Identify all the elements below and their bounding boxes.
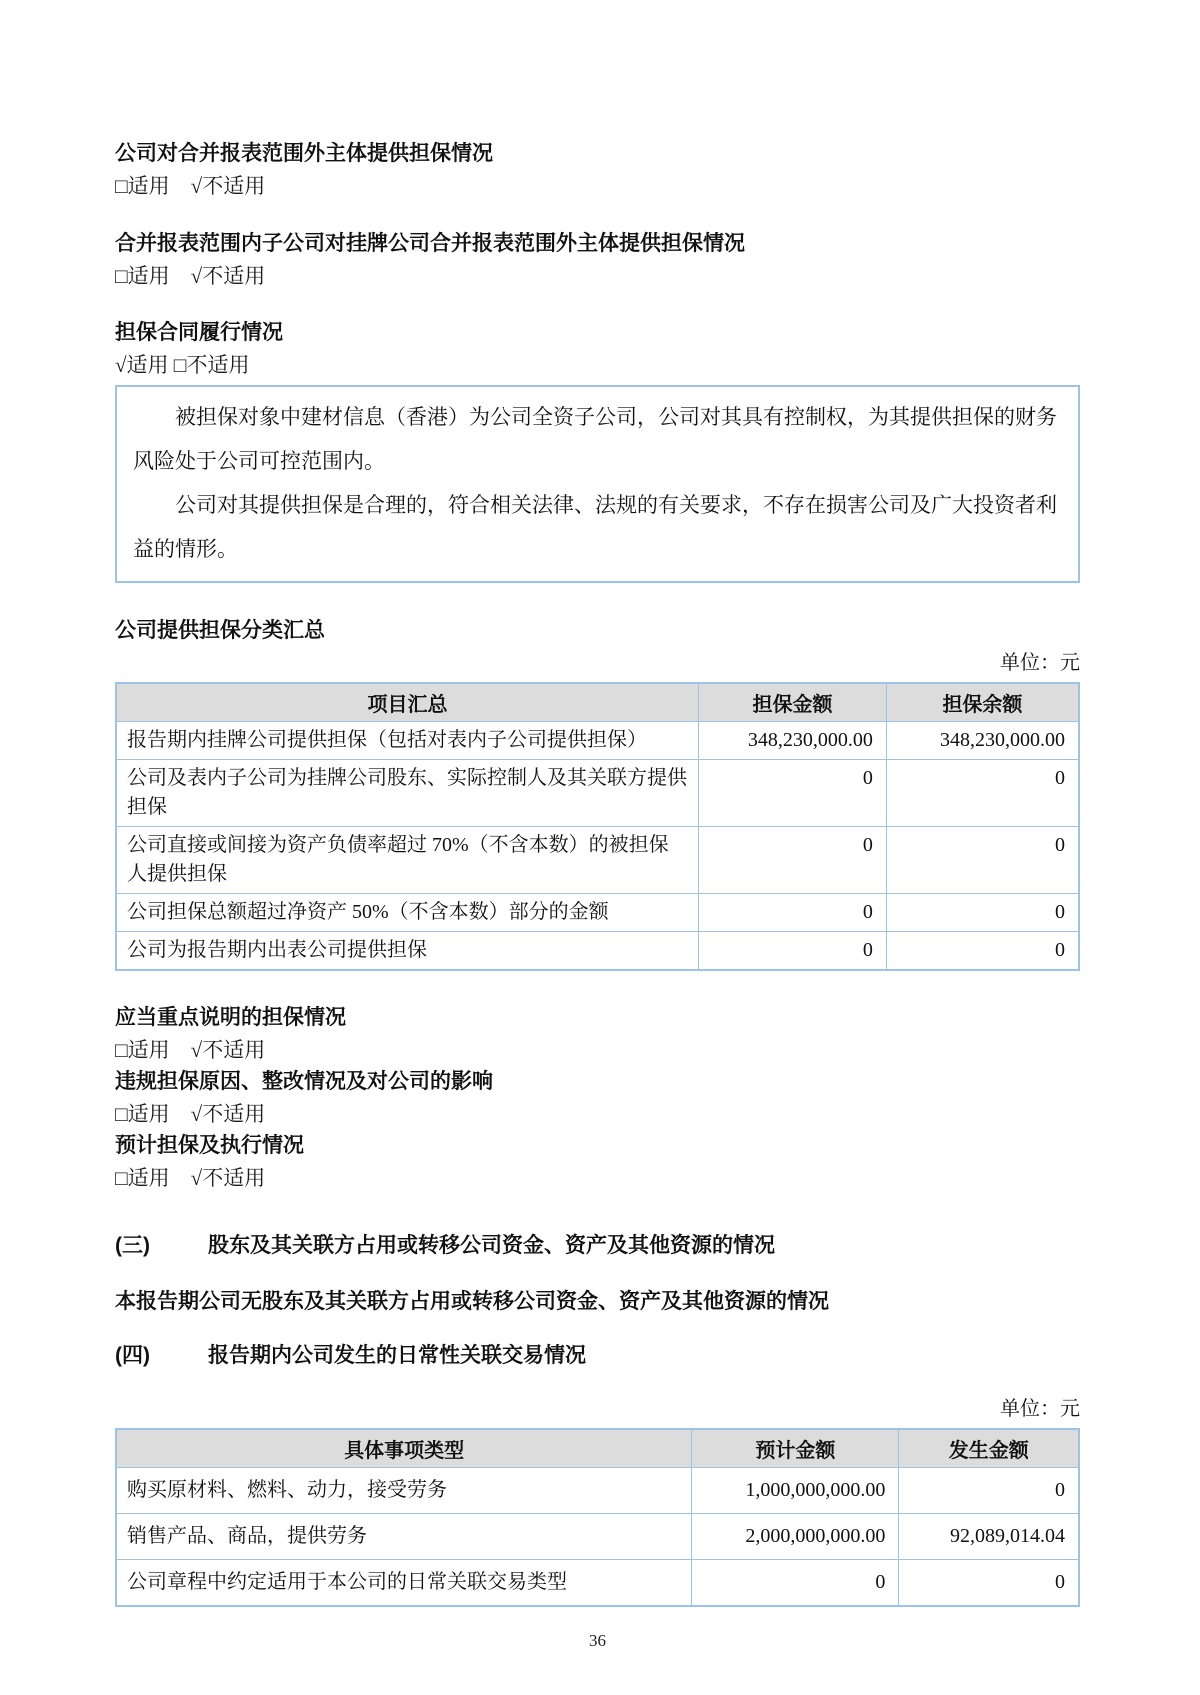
guarantee-balance: 0 bbox=[886, 932, 1079, 971]
section-four-heading bbox=[115, 1343, 1080, 1369]
incurred-amount: 0 bbox=[899, 1560, 1079, 1607]
heading-violation-guarantees: 违规担保原因、整改情况及对公司的影响 bbox=[115, 1070, 493, 1093]
guarantee-summary-table bbox=[115, 682, 1080, 971]
heading-external-guarantee: 公司对合并报表范围外主体提供担保情况 bbox=[115, 142, 493, 165]
table-row bbox=[116, 1468, 1079, 1514]
item-label: 公司担保总额超过净资产 50%（不含本数）部分的金额 bbox=[116, 894, 699, 932]
table-row bbox=[116, 1560, 1079, 1607]
transaction-type: 销售产品、商品，提供劳务 bbox=[116, 1514, 692, 1560]
applicability-violation-guarantees: □适用 √不适用 bbox=[115, 1102, 266, 1126]
guarantee-amount: 0 bbox=[699, 932, 887, 971]
unit-label-guarantee-summary: 单位：元 bbox=[1000, 652, 1080, 674]
table-row bbox=[116, 760, 1079, 827]
guarantee-amount: 348,230,000.00 bbox=[699, 722, 887, 760]
expected-amount: 1,000,000,000.00 bbox=[692, 1468, 899, 1514]
item-label: 公司为报告期内出表公司提供担保 bbox=[116, 932, 699, 971]
section-three-statement: 本报告期公司无股东及其关联方占用或转移公司资金、资产及其他资源的情况 bbox=[115, 1290, 829, 1313]
column-header-item-summary: 项目汇总 bbox=[116, 683, 699, 722]
incurred-amount: 92,089,014.04 bbox=[899, 1514, 1079, 1560]
heading-key-guarantees: 应当重点说明的担保情况 bbox=[115, 1006, 346, 1029]
guarantee-amount: 0 bbox=[699, 760, 887, 827]
heading-contract-performance: 担保合同履行情况 bbox=[115, 321, 283, 344]
table-row bbox=[116, 894, 1079, 932]
expected-amount: 2,000,000,000.00 bbox=[692, 1514, 899, 1560]
guarantee-amount: 0 bbox=[699, 894, 887, 932]
table-row bbox=[116, 1514, 1079, 1560]
incurred-amount: 0 bbox=[899, 1468, 1079, 1514]
related-transactions-table bbox=[115, 1428, 1080, 1607]
guarantee-balance: 0 bbox=[886, 894, 1079, 932]
table-row bbox=[116, 932, 1079, 971]
applicability-external-guarantee: □适用 √不适用 bbox=[115, 174, 266, 198]
guarantee-amount: 0 bbox=[699, 827, 887, 894]
expected-amount: 0 bbox=[692, 1560, 899, 1607]
guarantee-note-box bbox=[115, 385, 1080, 583]
item-label: 报告期内挂牌公司提供担保（包括对表内子公司提供担保） bbox=[116, 722, 699, 760]
table-row bbox=[116, 827, 1079, 894]
applicability-subsidiary-guarantee: □适用 √不适用 bbox=[115, 264, 266, 288]
guarantee-balance: 0 bbox=[886, 760, 1079, 827]
column-header-guarantee-balance: 担保余额 bbox=[886, 683, 1079, 722]
table-row bbox=[116, 722, 1079, 760]
column-header-incurred-amount: 发生金额 bbox=[899, 1429, 1079, 1468]
note-paragraph-2: 公司对其提供担保是合理的，符合相关法律、法规的有关要求，不存在损害公司及广大投资者利益的情形。 bbox=[133, 493, 1057, 561]
table-header-row bbox=[116, 683, 1079, 722]
section-three-heading bbox=[115, 1233, 1080, 1259]
column-header-expected-amount: 预计金额 bbox=[692, 1429, 899, 1468]
heading-subsidiary-guarantee: 合并报表范围内子公司对挂牌公司合并报表范围外主体提供担保情况 bbox=[115, 232, 745, 255]
guarantee-balance: 0 bbox=[886, 827, 1079, 894]
column-header-transaction-type: 具体事项类型 bbox=[116, 1429, 692, 1468]
heading-expected-guarantees: 预计担保及执行情况 bbox=[115, 1134, 304, 1157]
unit-label-related-transactions: 单位：元 bbox=[1000, 1398, 1080, 1420]
transaction-type: 购买原材料、燃料、动力，接受劳务 bbox=[116, 1468, 692, 1514]
transaction-type: 公司章程中约定适用于本公司的日常关联交易类型 bbox=[116, 1560, 692, 1607]
page-number: 36 bbox=[589, 1631, 606, 1650]
note-paragraph-1: 被担保对象中建材信息（香港）为公司全资子公司，公司对其具有控制权，为其提供担保的财务风险处于公司可控范围内。 bbox=[133, 405, 1057, 473]
table-header-row bbox=[116, 1429, 1079, 1468]
item-label: 公司直接或间接为资产负债率超过 70%（不含本数）的被担保人提供担保 bbox=[116, 827, 699, 894]
guarantee-balance: 348,230,000.00 bbox=[886, 722, 1079, 760]
section-four-title: 报告期内公司发生的日常性关联交易情况 bbox=[208, 1344, 586, 1367]
column-header-guarantee-amount: 担保金额 bbox=[699, 683, 887, 722]
section-three-label: (三) bbox=[115, 1234, 150, 1257]
item-label: 公司及表内子公司为挂牌公司股东、实际控制人及其关联方提供担保 bbox=[116, 760, 699, 827]
section-three-title: 股东及其关联方占用或转移公司资金、资产及其他资源的情况 bbox=[208, 1234, 775, 1257]
applicability-contract-performance: √适用 □不适用 bbox=[115, 353, 250, 377]
applicability-key-guarantees: □适用 √不适用 bbox=[115, 1038, 266, 1062]
section-four-label: (四) bbox=[115, 1344, 150, 1367]
applicability-expected-guarantees: □适用 √不适用 bbox=[115, 1166, 266, 1190]
heading-guarantee-summary: 公司提供担保分类汇总 bbox=[115, 619, 325, 642]
